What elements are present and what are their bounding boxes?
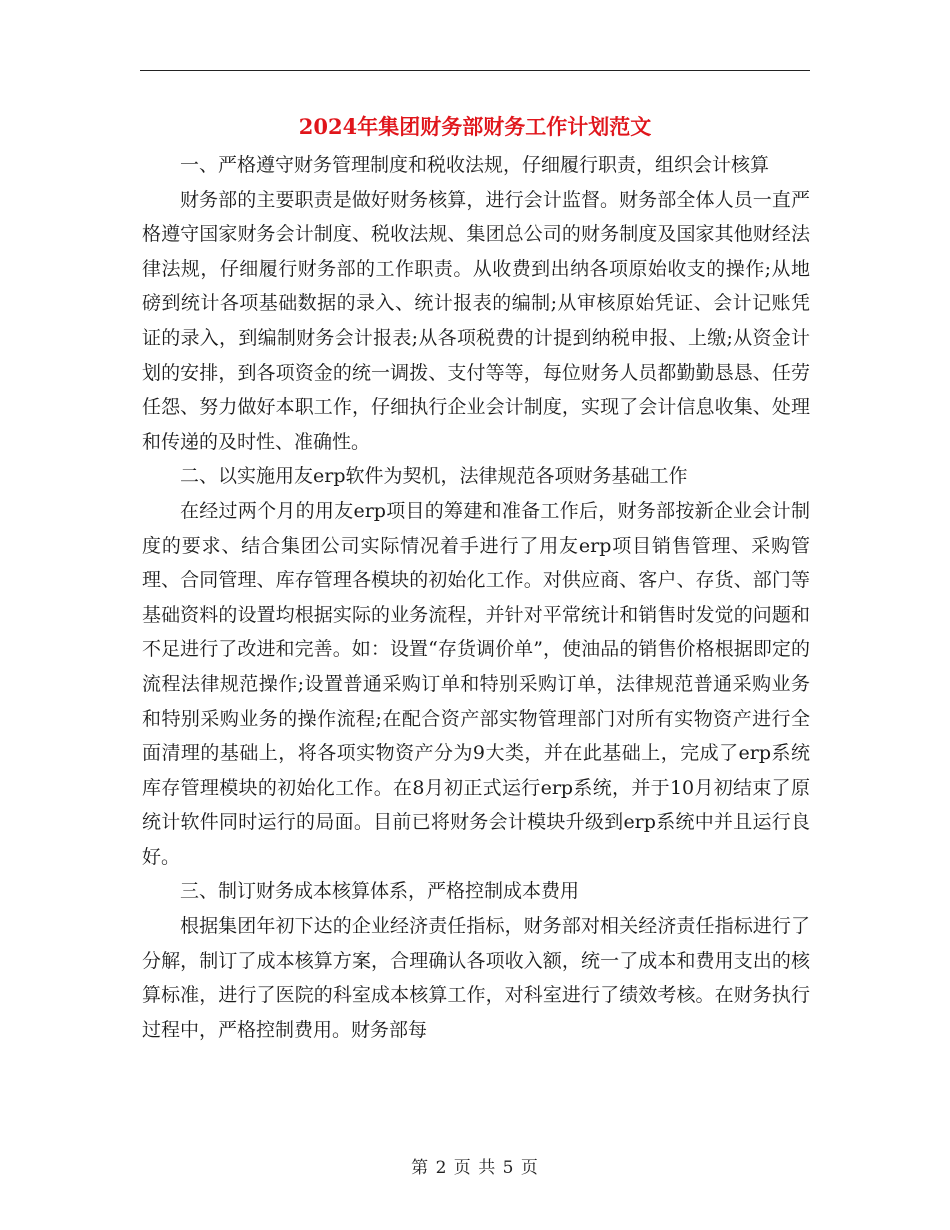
section-heading-1: 一、严格遵守财务管理制度和税收法规，仔细履行职责，组织会计核算 (180, 154, 770, 176)
document-body (142, 148, 810, 1047)
paragraph-1: 财务部的主要职责是做好财务核算，进行会计监督。财务部全体人员一直严格遵守国家财务会计制度、税收法规、集团总公司的财务制度及国家其他财经法律法规，仔细履行财务部的工作职责。从收费到出纳各项原始收支的操作;从地磅到统计各项基础数据的录入、统计报表的编制;从审核原始凭证、会计记账凭证的录入，到编制财务会计报表;从各项税费的计提到纳税申报、上缴;从资金计划的安排，到各项资金的统一调拨、支付等等，每位财务人员都勤勤恳恳、任劳任怨、努力做好本职工作，仔细执行企业会计制度，实现了会计信息收集、处理和传递的及时性、准确性。 (142, 188, 810, 453)
header-rule (140, 70, 810, 71)
section-heading-2: 二、以实施用友erp软件为契机，法律规范各项财务基础工作 (180, 465, 688, 488)
section-heading-3: 三、制订财务成本核算体系，严格控制成本费用 (180, 880, 580, 903)
paragraph-3: 根据集团年初下达的企业经济责任指标，财务部对相关经济责任指标进行了分解，制订了成本核算方案，合理确认各项收入额，统一了成本和费用支出的核算标准，进行了医院的科室成本核算工作，对科室进行了绩效考核。在财务执行过程中，严格控制费用。财务部每 (142, 915, 810, 1041)
paragraph-2: 在经过两个月的用友erp项目的筹建和准备工作后，财务部按新企业会计制度的要求、结合集团公司实际情况着手进行了用友erp项目销售管理、采购管理、合同管理、库存管理各模块的初始化工作。对供应商、客户、存货、部门等基础资料的设置均根据实际的业务流程，并针对平常统计和销售时发觉的问题和不足进行了改进和完善。如：设置“存货调价单”，使油品的销售价格根据即定的流程法律规范操作;设置普通采购订单和特别采购订单，法律规范普通采购业务和特别采购业务的操作流程;在配合资产部实物管理部门对所有实物资产进行全面清理的基础上，将各项实物资产分为9大类，并在此基础上，完成了erp系统库存管理模块的初始化工作。在8月初正式运行erp系统，并于10月初结束了原统计软件同时运行的局面。目前已将财务会计模块升级到erp系统中并且运行良好。 (142, 499, 810, 868)
page-number: 第 2 页 共 5 页 (411, 1158, 539, 1178)
page-title: 2024年集团财务部财务工作计划范文 (298, 114, 652, 139)
